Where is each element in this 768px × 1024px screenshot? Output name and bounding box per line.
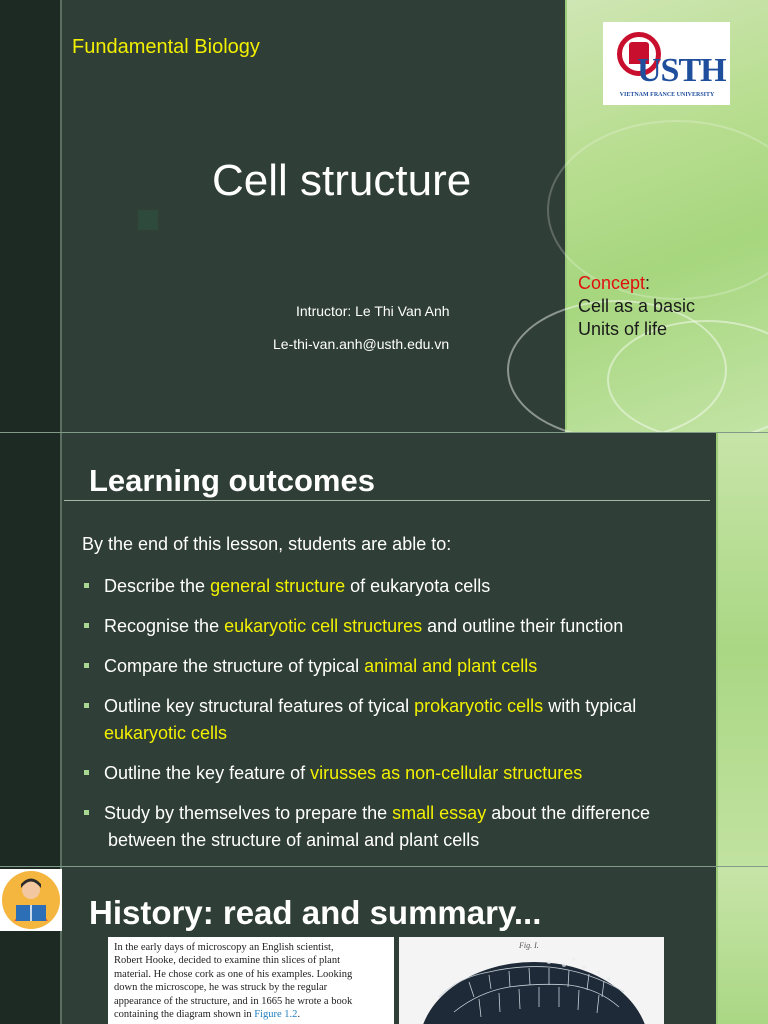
- logo-wordmark: USTH: [637, 52, 726, 89]
- green-side-panel: [716, 867, 768, 1024]
- concept-line-1: Cell as a basic: [578, 296, 696, 316]
- figure-label: Fig. I.: [519, 941, 539, 950]
- bullet-icon: [84, 703, 89, 708]
- excerpt-line: In the early days of microscopy an English scientist,: [114, 942, 334, 953]
- item-text: Outline key structural features of tyical: [104, 696, 415, 716]
- intro-text: By the end of this lesson, students are able to:: [82, 534, 452, 554]
- item-text: Describe the: [104, 576, 211, 596]
- figure-reference-link: Figure 1.2: [254, 1009, 298, 1021]
- history-slide: [0, 866, 768, 1024]
- excerpt-line: down the microscope, he was struck by the regular: [114, 982, 328, 994]
- slide-title: Cell structure: [212, 156, 472, 205]
- excerpt-text: containing the diagram shown in: [114, 1009, 255, 1021]
- list-item: [82, 800, 712, 854]
- bullet-icon: [84, 583, 89, 588]
- instructor-email: Le-thi-van.anh@usth.edu.vn: [273, 336, 450, 352]
- list-item: [82, 693, 712, 747]
- bullet-icon: [84, 663, 89, 668]
- slide-heading: Learning outcomes: [89, 463, 375, 498]
- item-text: Outline the key feature of: [104, 763, 311, 783]
- item-text: with typical: [543, 696, 637, 716]
- concept-block: [578, 272, 695, 341]
- item-text: of eukaryota cells: [345, 576, 491, 596]
- left-accent-strip: [0, 0, 62, 432]
- cork-cells-drawing: [399, 937, 664, 1024]
- decorative-square: [138, 210, 158, 230]
- item-text: between the structure of animal and plant cells: [108, 830, 480, 850]
- book-excerpt: [108, 937, 394, 1024]
- title-slide: [0, 0, 768, 432]
- instructor-name: Intructor: Le Thi Van Anh: [296, 303, 450, 319]
- item-text: about the difference: [486, 803, 650, 823]
- list-item: [82, 573, 712, 600]
- learning-outcomes-slide: [0, 432, 768, 866]
- course-name: Fundamental Biology: [72, 36, 260, 58]
- excerpt-line: [114, 1008, 388, 1021]
- outcomes-list: [82, 573, 712, 866]
- bullet-icon: [84, 770, 89, 775]
- item-text: and outline their function: [422, 616, 624, 636]
- list-item: [82, 760, 712, 787]
- item-highlight: small essay: [392, 803, 487, 823]
- logo-tagline: VIETNAM FRANCE UNIVERSITY: [619, 92, 715, 98]
- concept-label: Concept: [578, 273, 646, 293]
- bullet-icon: [84, 810, 89, 815]
- item-highlight: eukaryotic cell structures: [224, 616, 423, 636]
- excerpt-line: Robert Hooke, decided to examine thin slices of plant: [114, 955, 340, 967]
- excerpt-line: material. He chose cork as one of his examples. Looking: [114, 968, 353, 980]
- list-item: [82, 613, 712, 640]
- heading-divider: [64, 500, 710, 501]
- slide-heading: History: read and summary...: [89, 894, 542, 931]
- item-highlight: prokaryotic cells: [414, 696, 544, 716]
- concept-line-2: Units of life: [578, 319, 668, 339]
- bullet-icon: [84, 623, 89, 628]
- item-highlight: virusses as non-cellular structures: [310, 763, 583, 783]
- usth-logo: [603, 22, 730, 105]
- green-side-panel: [716, 433, 768, 866]
- item-highlight: animal and plant cells: [364, 656, 538, 676]
- item-text: Study by themselves to prepare the: [104, 803, 393, 823]
- concept-colon: :: [645, 273, 651, 293]
- left-accent-strip: [0, 433, 62, 866]
- hooke-cork-figure: [399, 937, 664, 1024]
- item-highlight: general structure: [210, 576, 346, 596]
- item-text: Compare the structure of typical: [104, 656, 365, 676]
- item-highlight: eukaryotic cells: [104, 723, 228, 743]
- list-item: [82, 653, 712, 680]
- excerpt-line: appearance of the structure, and in 1665 he wrote a book: [114, 995, 353, 1007]
- excerpt-text: .: [297, 1009, 301, 1021]
- item-text: Recognise the: [104, 616, 225, 636]
- reading-person-icon: [0, 869, 62, 931]
